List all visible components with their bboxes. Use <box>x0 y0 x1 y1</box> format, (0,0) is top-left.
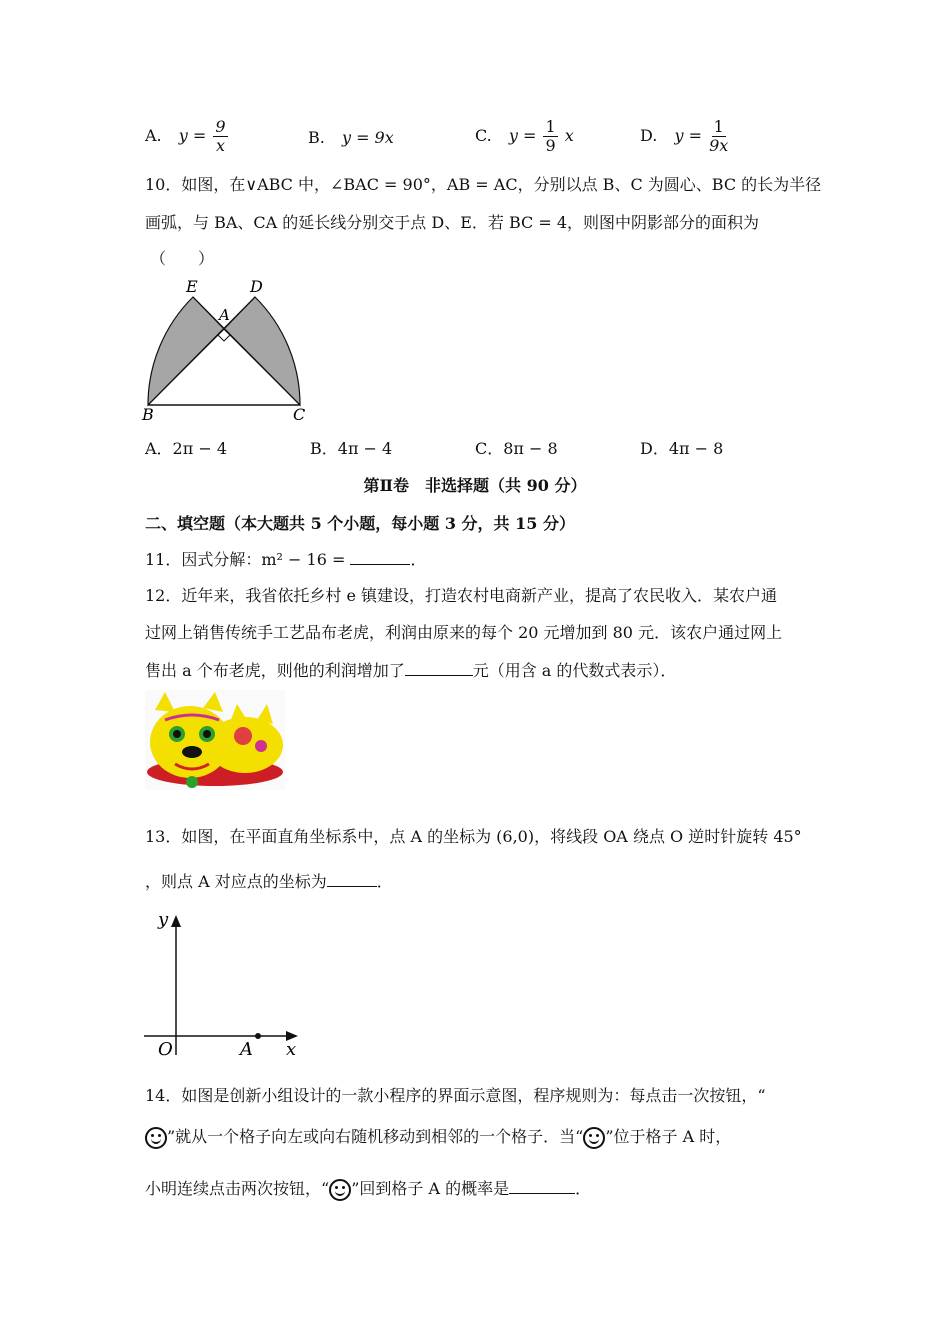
cloth-tiger-image <box>145 690 285 790</box>
q9-options <box>145 118 845 166</box>
q12-line2: 过网上销售传统手工艺品布老虎，利润由原来的每个 20 元增加到 80 元．该农户通过网上 <box>145 623 783 642</box>
q10-line2: 画弧，与 BA、CA 的延长线分别交于点 D、E．若 BC = 4，则图中阴影部分的面积为 <box>145 213 760 232</box>
q12-line1: 12．近年来，我省依托乡村 e 镇建设，打造农村电商新产业，提高了农民收入．某农户通 <box>145 586 778 605</box>
q13-blank[interactable] <box>327 870 377 887</box>
q11-blank[interactable] <box>350 548 410 565</box>
label-a-point: A <box>240 1039 253 1060</box>
q12-line3: 售出 a 个布老虎，则他的利润增加了 元（用含 a 的代数式表示）． <box>145 661 677 680</box>
q14-line1: 14．如图是创新小组设计的一款小程序的界面示意图，程序规则为：每点击一次按钮，“ <box>145 1086 766 1105</box>
label-d: D <box>250 278 263 296</box>
label-x: x <box>286 1039 297 1060</box>
label-y: y <box>158 909 169 930</box>
q10-option-d: D．4π − 8 <box>640 439 724 458</box>
q13-line1: 13．如图，在平面直角坐标系中，点 A 的坐标为 (6,0)，将线段 OA 绕点 O 逆时针旋转 45° <box>145 827 802 846</box>
q11: 11．因式分解：m² − 16 = ． <box>145 550 427 569</box>
q9-option-b: B. y = 9x <box>308 128 394 147</box>
label-a: A <box>219 306 230 324</box>
q9-option-a: A. y = $\frac{9}{x}$ <box>145 117 226 155</box>
q9-option-c: C. y = $\frac{1}{9}$ x <box>475 117 574 155</box>
smiley-icon <box>145 1127 167 1149</box>
q9-option-d: D. y = $\frac{1}{9x}$ <box>640 117 729 155</box>
q10-figure <box>140 278 315 423</box>
q12-blank[interactable] <box>405 659 473 676</box>
y-axis-arrow <box>171 915 181 927</box>
smiley-icon <box>329 1179 351 1201</box>
q10-paren: （ ） <box>150 249 215 268</box>
smiley-icon <box>583 1127 605 1149</box>
q14-line2: ”就从一个格子向左或向右随机移动到相邻的一个格子．当“ ”位于格子 A 时， <box>145 1126 731 1149</box>
section-title: 第Ⅱ卷 非选择题（共 90 分） <box>363 476 587 495</box>
label-b: B <box>142 405 154 423</box>
q13-line2: ，则点 A 对应点的坐标为 ． <box>145 872 393 891</box>
shaded-sector-right <box>224 297 300 405</box>
q10-option-a: A．2π − 4 <box>145 439 228 458</box>
label-e: E <box>186 278 198 296</box>
shaded-sector-left <box>148 297 224 405</box>
q10-option-c: C．8π − 8 <box>475 439 558 458</box>
q10-line1: 10．如图，在∨ABC 中，∠BAC = 90°，AB = AC，分别以点 B、C 为圆心、BC 的长为半径 <box>145 175 822 194</box>
q10-option-b: B．4π − 4 <box>310 439 393 458</box>
label-c: C <box>293 405 306 423</box>
q13-coordinate-figure <box>140 905 315 1065</box>
part2-heading: 二、填空题（本大题共 5 个小题，每小题 3 分，共 15 分） <box>145 514 575 533</box>
point-a <box>255 1033 261 1039</box>
label-o: O <box>158 1039 173 1060</box>
q14-blank[interactable] <box>509 1177 575 1194</box>
q14-line3: 小明连续点击两次按钮，“ ”回到格子 A 的概率是 ． <box>145 1177 591 1201</box>
